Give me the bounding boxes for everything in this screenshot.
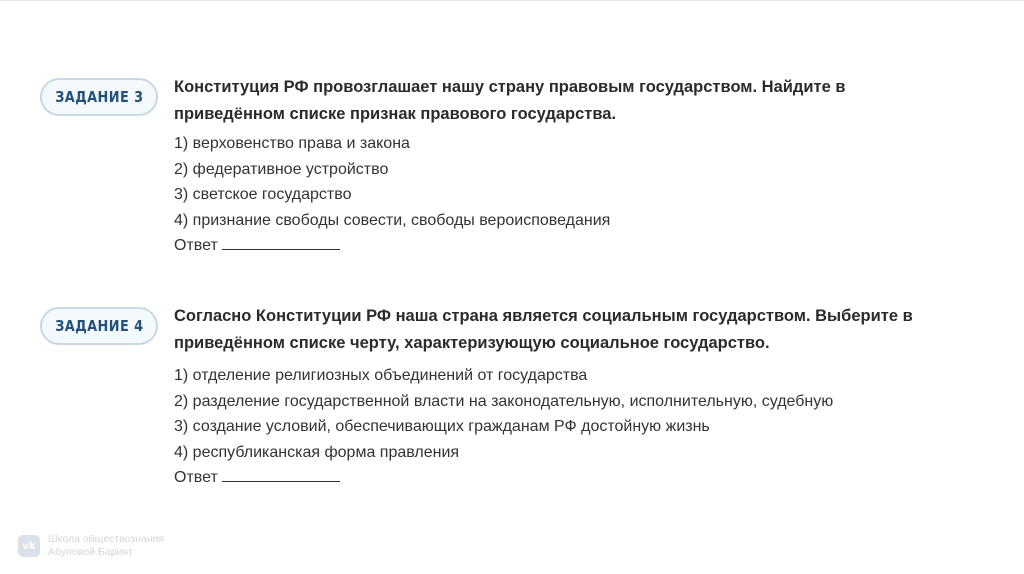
task-4-badge-label: ЗАДАНИЕ 4	[54, 317, 144, 335]
task-3-badge	[40, 78, 158, 116]
task-4-options	[174, 363, 934, 491]
task-4-option-1: 1) отделение религиозных объединений от государства	[174, 367, 588, 384]
task-3-question: Конституция РФ провозглашает нашу страну правовым государством. Найдите в приведённом списке признак правового государства.	[174, 78, 846, 123]
task-4-badge	[40, 307, 158, 345]
top-divider	[0, 0, 1024, 1]
task-3-answer-blank[interactable]	[222, 249, 340, 250]
footer-line-1: Школа обществознания	[48, 533, 165, 545]
task-4-option-4: 4) республиканская форма правления	[174, 443, 460, 461]
task-3-option-3: 3) светское государство	[174, 186, 352, 203]
vk-icon[interactable]	[18, 535, 40, 557]
task-3-option-4: 4) признание свободы совести, свободы вероисповедания	[174, 211, 611, 229]
task-4-answer	[174, 465, 934, 491]
footer-watermark	[18, 533, 164, 559]
vk-icon-glyph: vk	[22, 540, 36, 552]
task-4-option-2: 2) разделение государственной власти на законодательную, исполнительную, судебную	[174, 392, 834, 410]
task-4-question: Согласно Конституции РФ наша страна является социальным государством. Выберите в приведённом списке черту, характеризующую социальное государство.	[174, 307, 913, 352]
task-4-answer-blank[interactable]	[222, 481, 340, 482]
task-3-option-1: 1) верховенство права и закона	[174, 135, 410, 152]
footer-line-2: Абуловой Барият	[48, 546, 133, 558]
task-3-options	[174, 131, 934, 259]
task-4-option-3: 3) создание условий, обеспечивающих гражданам РФ достойную жизнь	[174, 418, 710, 435]
task-3-answer	[174, 233, 934, 259]
footer-caption	[48, 533, 164, 559]
task-3-badge-label: ЗАДАНИЕ 3	[54, 88, 144, 106]
task-3-answer-label: Ответ	[174, 237, 218, 254]
task-3-option-2: 2) федеративное устройство	[174, 160, 389, 178]
task-4-answer-label: Ответ	[174, 469, 218, 486]
